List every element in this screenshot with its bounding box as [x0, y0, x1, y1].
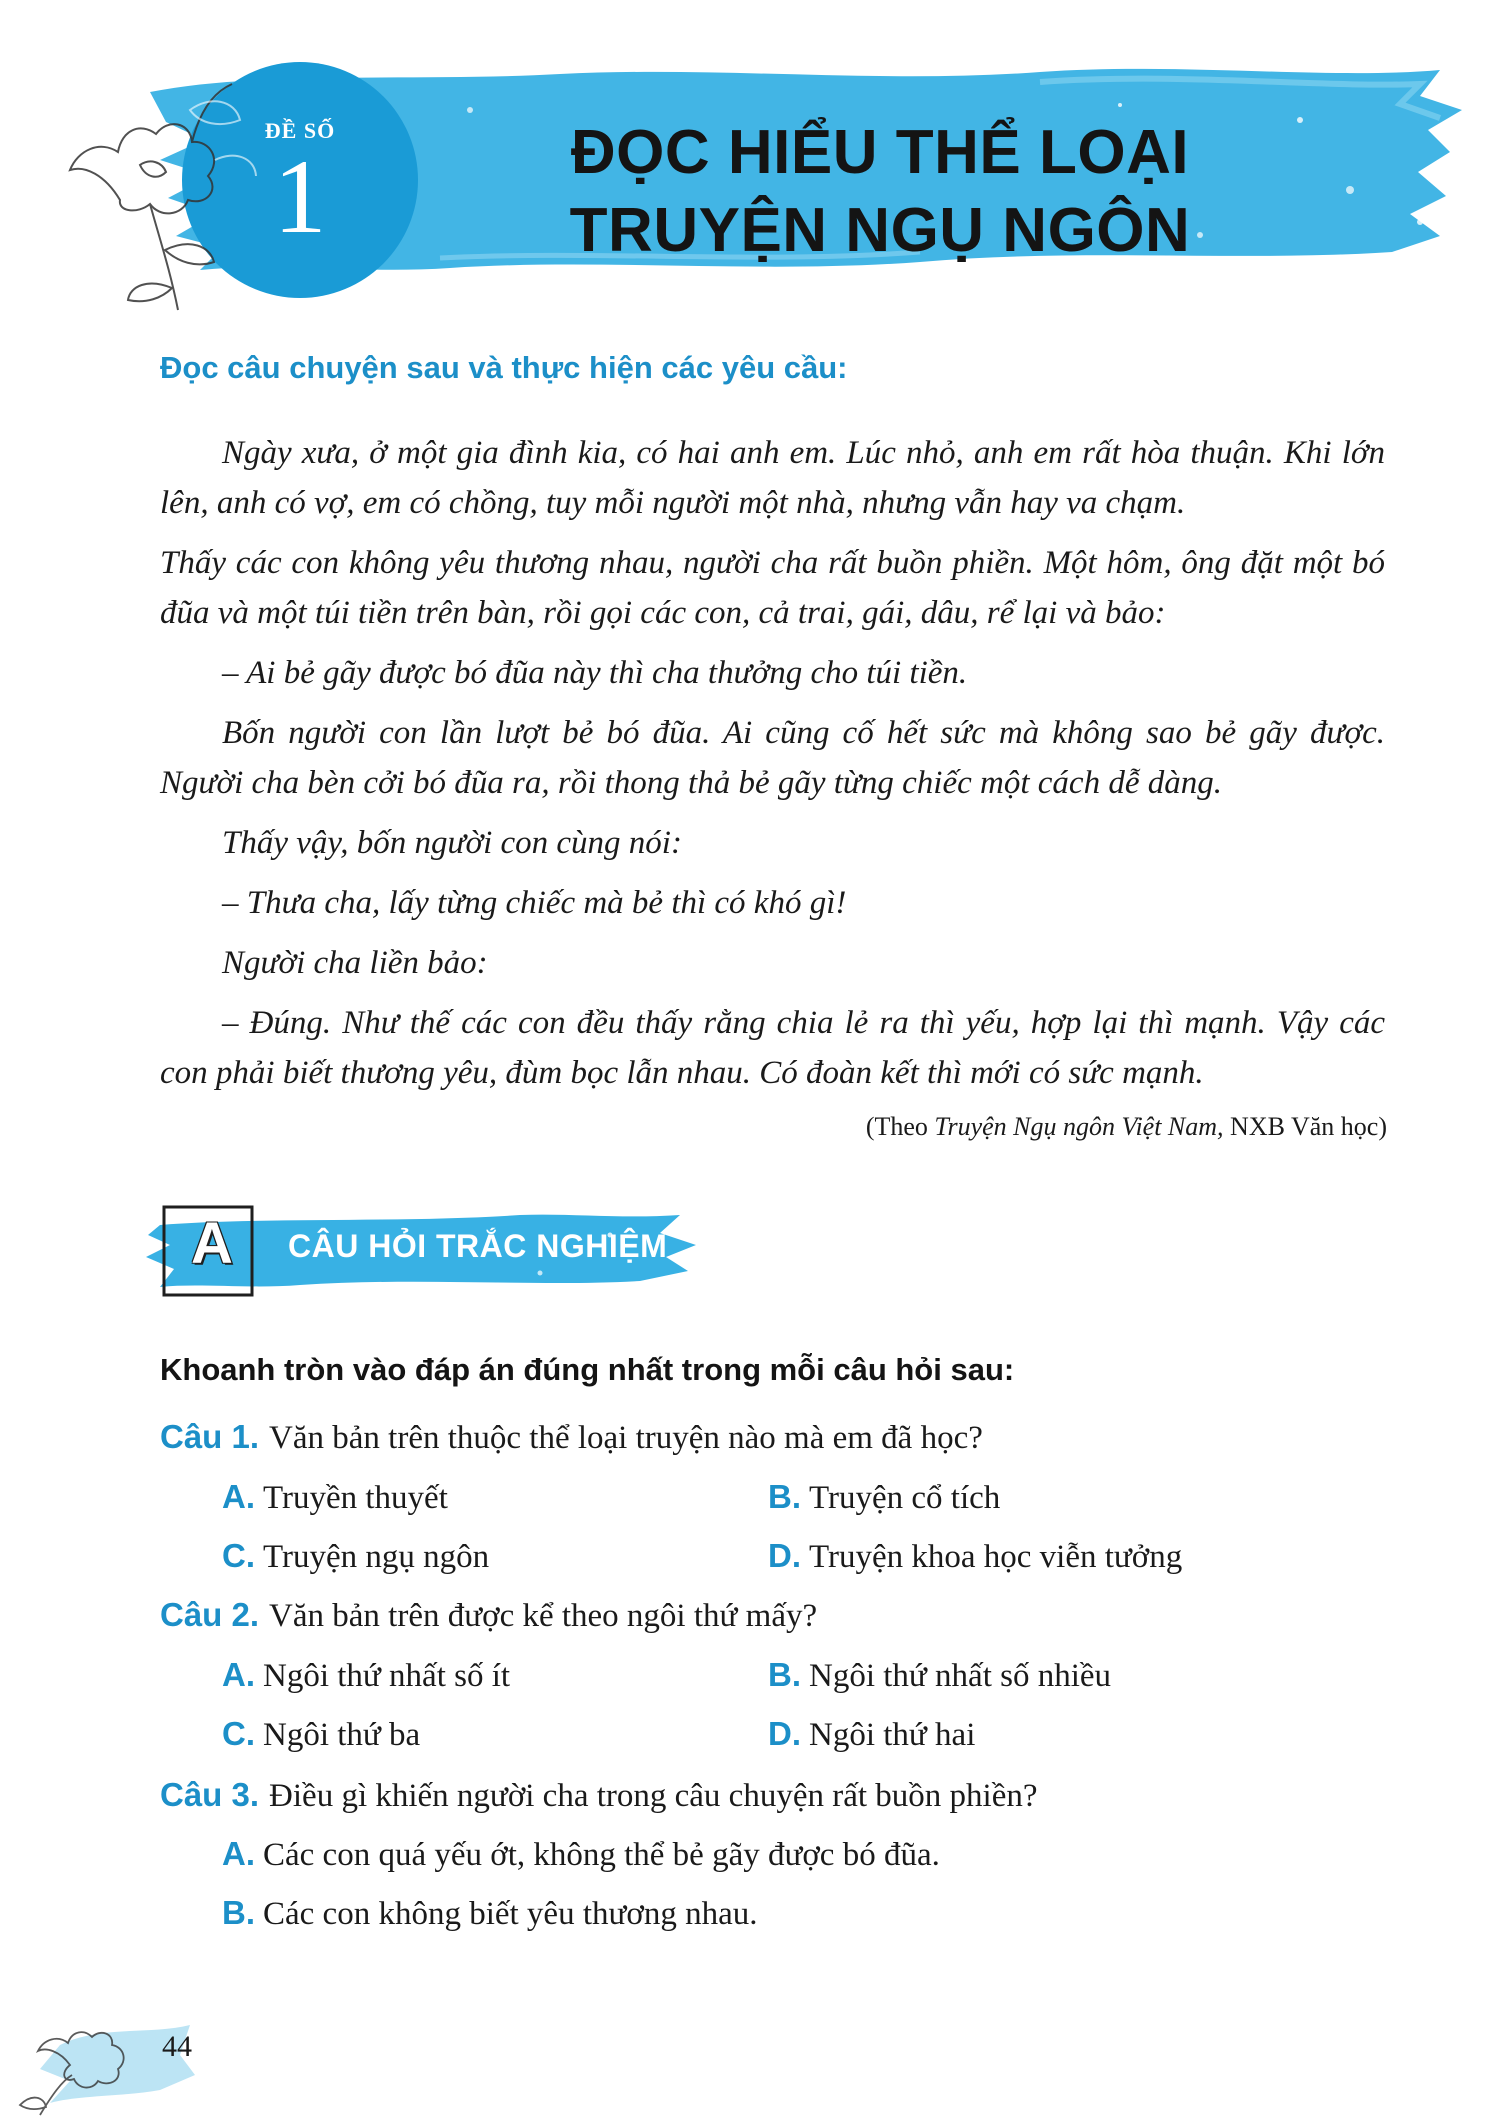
answer-option[interactable] — [222, 1835, 940, 1874]
option-text: Truyện cổ tích — [809, 1480, 1001, 1516]
page-title-line-2: TRUYỆN NGỤ NGÔN — [569, 196, 1191, 265]
story-paragraph: Người cha liền bảo: — [222, 945, 488, 981]
story-paragraph: Thấy các con không yêu thương nhau, người cha rất buồn phiền. Một hôm, ông đặt một bó đũa và một túi tiền trên bàn, rồi gọi các con, cả trai, gái, dâu, rể lại và bảo: — [160, 545, 1385, 631]
question-text: Điều gì khiến người cha trong câu chuyện rất buồn phiền? — [269, 1778, 1038, 1814]
option-label: A. — [222, 1478, 255, 1515]
answer-option[interactable] — [222, 1894, 757, 1933]
source-title: Truyện Ngụ ngôn Việt Nam, — [934, 1112, 1224, 1141]
option-label: D. — [768, 1537, 801, 1574]
option-label: D. — [768, 1715, 801, 1752]
option-text: Các con không biết yêu thương nhau. — [263, 1896, 758, 1932]
story-paragraph: Thấy vậy, bốn người con cùng nói: — [222, 825, 682, 861]
source-suffix: NXB Văn học) — [1223, 1112, 1387, 1141]
page-title-line-1: ĐỌC HIỂU THỂ LOẠI — [570, 118, 1190, 187]
option-text: Truyện khoa học viễn tưởng — [809, 1539, 1183, 1575]
option-label: C. — [222, 1715, 255, 1752]
section-title: CÂU HỎI TRẮC NGHIỆM — [288, 1228, 668, 1264]
question-text: Văn bản trên được kể theo ngôi thứ mấy? — [269, 1598, 818, 1634]
option-label: B. — [768, 1478, 801, 1515]
story-dialogue: – Ai bẻ gãy được bó đũa này thì cha thưởng cho túi tiền. — [222, 655, 968, 691]
question-label: Câu 3. — [160, 1776, 260, 1813]
question-text: Văn bản trên thuộc thể loại truyện nào mà em đã học? — [269, 1420, 983, 1456]
answer-option[interactable] — [222, 1656, 510, 1695]
section-letter: A — [191, 1211, 233, 1276]
option-text: Các con quá yếu ớt, không thể bẻ gãy được bó đũa. — [263, 1837, 940, 1873]
multiple-choice-instruction: Khoanh tròn vào đáp án đúng nhất trong mỗi câu hỏi sau: — [160, 1352, 1015, 1387]
source-citation — [866, 1112, 1387, 1142]
option-text: Ngôi thứ hai — [809, 1717, 976, 1753]
option-label: B. — [768, 1656, 801, 1693]
source-prefix: (Theo — [865, 1112, 935, 1141]
story-passage — [160, 428, 1385, 1108]
option-text: Ngôi thứ ba — [263, 1717, 421, 1753]
option-text: Truyện ngụ ngôn — [263, 1539, 490, 1575]
story-dialogue: – Thưa cha, lấy từng chiếc mà bẻ thì có khó gì! — [222, 885, 847, 921]
option-label: B. — [222, 1894, 255, 1931]
option-label: A. — [222, 1656, 255, 1693]
option-label: A. — [222, 1835, 255, 1872]
question-label: Câu 1. — [160, 1418, 260, 1455]
answer-option[interactable] — [222, 1478, 448, 1517]
option-text: Ngôi thứ nhất số ít — [263, 1658, 511, 1694]
answer-option[interactable] — [768, 1715, 975, 1754]
exam-number-label: ĐỀ SỐ — [264, 118, 336, 143]
page-number: 44 — [162, 2030, 192, 2063]
story-paragraph: Ngày xưa, ở một gia đình kia, có hai anh em. Lúc nhỏ, anh em rất hòa thuận. Khi lớn lên, anh có vợ, em có chồng, tuy mỗi người một nhà, nhưng vẫn hay va chạm. — [160, 435, 1385, 521]
answer-option[interactable] — [768, 1656, 1111, 1695]
exam-number: 1 — [273, 138, 327, 255]
question-1 — [160, 1418, 983, 1457]
answer-option[interactable] — [222, 1537, 489, 1576]
story-paragraph: Bốn người con lần lượt bẻ bó đũa. Ai cũng cố hết sức mà không sao bẻ gãy được. Người cha bèn cởi bó đũa ra, rồi thong thả bẻ gãy từng chiếc một cách dễ dàng. — [160, 715, 1385, 801]
answer-option[interactable] — [222, 1715, 420, 1754]
option-text: Ngôi thứ nhất số nhiều — [809, 1658, 1112, 1694]
question-label: Câu 2. — [160, 1596, 260, 1633]
story-dialogue: – Đúng. Như thế các con đều thấy rằng chia lẻ ra thì yếu, hợp lại thì mạnh. Vậy các con phải biết thương yêu, đùm bọc lẫn nhau. Có đoàn kết thì mới có sức mạnh. — [160, 1005, 1385, 1091]
question-3 — [160, 1776, 1038, 1815]
option-label: C. — [222, 1537, 255, 1574]
option-text: Truyền thuyết — [263, 1480, 448, 1516]
question-2 — [160, 1596, 817, 1635]
reading-instruction: Đọc câu chuyện sau và thực hiện các yêu cầu: — [160, 350, 848, 385]
answer-option[interactable] — [768, 1478, 1000, 1517]
answer-option[interactable] — [768, 1537, 1182, 1576]
